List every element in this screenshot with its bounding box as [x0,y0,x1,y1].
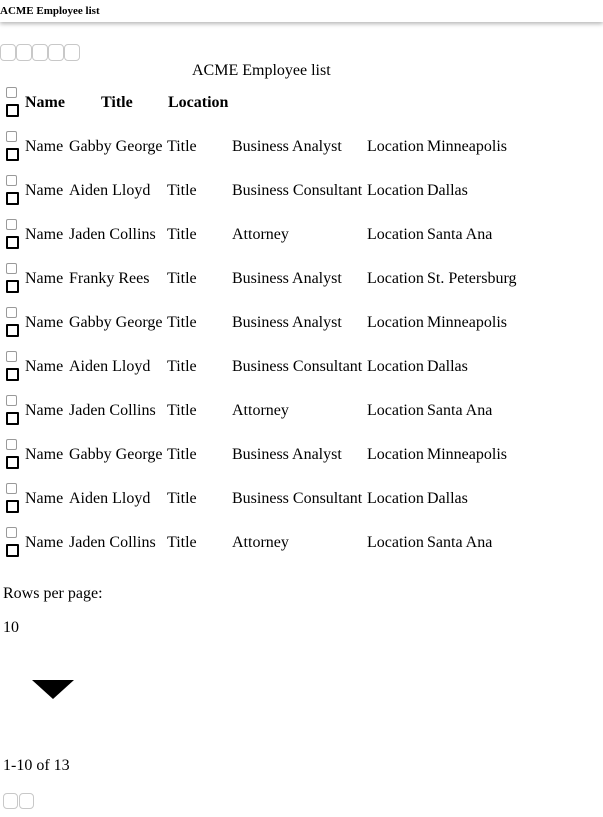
row-checkbox-visual[interactable] [6,324,19,337]
row-checkbox-visual[interactable] [6,368,19,381]
cell-location-label: Location [367,490,424,507]
row-checkbox-visual[interactable] [6,456,19,469]
row-checkbox[interactable] [6,395,17,406]
cell-title-label: Title [167,314,197,331]
cell-location-label: Location [367,182,424,199]
cell-name-label: Name [25,226,64,243]
cell-name: Gabby George [69,138,163,155]
column-header-name[interactable]: Name [25,94,65,111]
cell-location-label: Location [367,446,424,463]
cell-name: Gabby George [69,314,163,331]
cell-name: Gabby George [69,446,163,463]
cell-location: Dallas [427,182,468,199]
toolbar-button-5[interactable] [64,44,80,61]
cell-title-label: Title [167,446,197,463]
cell-name: Jaden Collins [69,226,156,243]
row-checkbox[interactable] [6,527,17,538]
cell-location-label: Location [367,402,424,419]
cell-name: Aiden Lloyd [69,490,151,507]
cell-title-label: Title [167,182,197,199]
cell-title-label: Title [167,358,197,375]
toolbar-button-2[interactable] [16,44,32,61]
rows-per-page-label: Rows per page: [3,585,103,602]
cell-title: Business Consultant [232,490,363,507]
row-checkbox[interactable] [6,175,17,186]
cell-location-label: Location [367,314,424,331]
cell-location-label: Location [367,534,424,551]
cell-title: Business Analyst [232,314,342,331]
app-title: ACME Employee list [0,5,100,17]
cell-title-label: Title [167,402,197,419]
cell-name-label: Name [25,314,64,331]
cell-location-label: Location [367,138,424,155]
cell-name: Jaden Collins [69,402,156,419]
row-checkbox-visual[interactable] [6,236,19,249]
next-page-button[interactable] [19,793,34,809]
row-checkbox[interactable] [6,131,17,142]
rows-per-page-value[interactable]: 10 [3,619,19,636]
cell-title: Attorney [232,402,289,419]
cell-name: Aiden Lloyd [69,182,151,199]
row-checkbox-visual[interactable] [6,412,19,425]
row-checkbox[interactable] [6,439,17,450]
cell-title-label: Title [167,226,197,243]
row-checkbox-visual[interactable] [6,500,19,513]
cell-location: Dallas [427,358,468,375]
row-checkbox[interactable] [6,351,17,362]
cell-location: Minneapolis [427,314,507,331]
select-all-checkbox[interactable] [6,87,17,98]
pagination-range: 1-10 of 13 [3,757,70,774]
cell-title-label: Title [167,270,197,287]
cell-location: Dallas [427,490,468,507]
row-checkbox[interactable] [6,483,17,494]
cell-location: Santa Ana [427,402,493,419]
cell-title-label: Title [167,138,197,155]
cell-title: Business Analyst [232,446,342,463]
cell-title: Business Consultant [232,358,363,375]
cell-name-label: Name [25,534,64,551]
cell-location-label: Location [367,358,424,375]
cell-title: Attorney [232,534,289,551]
cell-location-label: Location [367,270,424,287]
cell-name: Aiden Lloyd [69,358,151,375]
toolbar-button-4[interactable] [48,44,64,61]
cell-location: Santa Ana [427,534,493,551]
cell-location: St. Petersburg [427,270,517,287]
row-checkbox-visual[interactable] [6,544,19,557]
cell-location: Minneapolis [427,138,507,155]
row-checkbox-visual[interactable] [6,280,19,293]
triangle-down-icon[interactable] [32,680,74,699]
cell-name: Jaden Collins [69,534,156,551]
row-checkbox[interactable] [6,307,17,318]
cell-name: Franky Rees [69,270,150,287]
cell-name-label: Name [25,446,64,463]
previous-page-button[interactable] [3,793,18,809]
toolbar-button-3[interactable] [32,44,48,61]
column-header-title[interactable]: Title [101,94,133,111]
cell-title: Business Analyst [232,270,342,287]
app-bar [0,0,603,22]
cell-name-label: Name [25,490,64,507]
cell-name-label: Name [25,358,64,375]
toolbar-button-1[interactable] [0,44,16,61]
cell-title-label: Title [167,534,197,551]
cell-title: Business Consultant [232,182,363,199]
select-all-checkbox-visual[interactable] [6,104,19,117]
table-caption: ACME Employee list [192,62,331,79]
cell-title-label: Title [167,490,197,507]
row-checkbox-visual[interactable] [6,192,19,205]
row-checkbox-visual[interactable] [6,148,19,161]
cell-location-label: Location [367,226,424,243]
row-checkbox[interactable] [6,219,17,230]
cell-location: Santa Ana [427,226,493,243]
cell-name-label: Name [25,402,64,419]
cell-name-label: Name [25,138,64,155]
cell-name-label: Name [25,270,64,287]
cell-title: Attorney [232,226,289,243]
column-header-location[interactable]: Location [168,94,229,111]
row-checkbox[interactable] [6,263,17,274]
cell-name-label: Name [25,182,64,199]
cell-location: Minneapolis [427,446,507,463]
cell-title: Business Analyst [232,138,342,155]
